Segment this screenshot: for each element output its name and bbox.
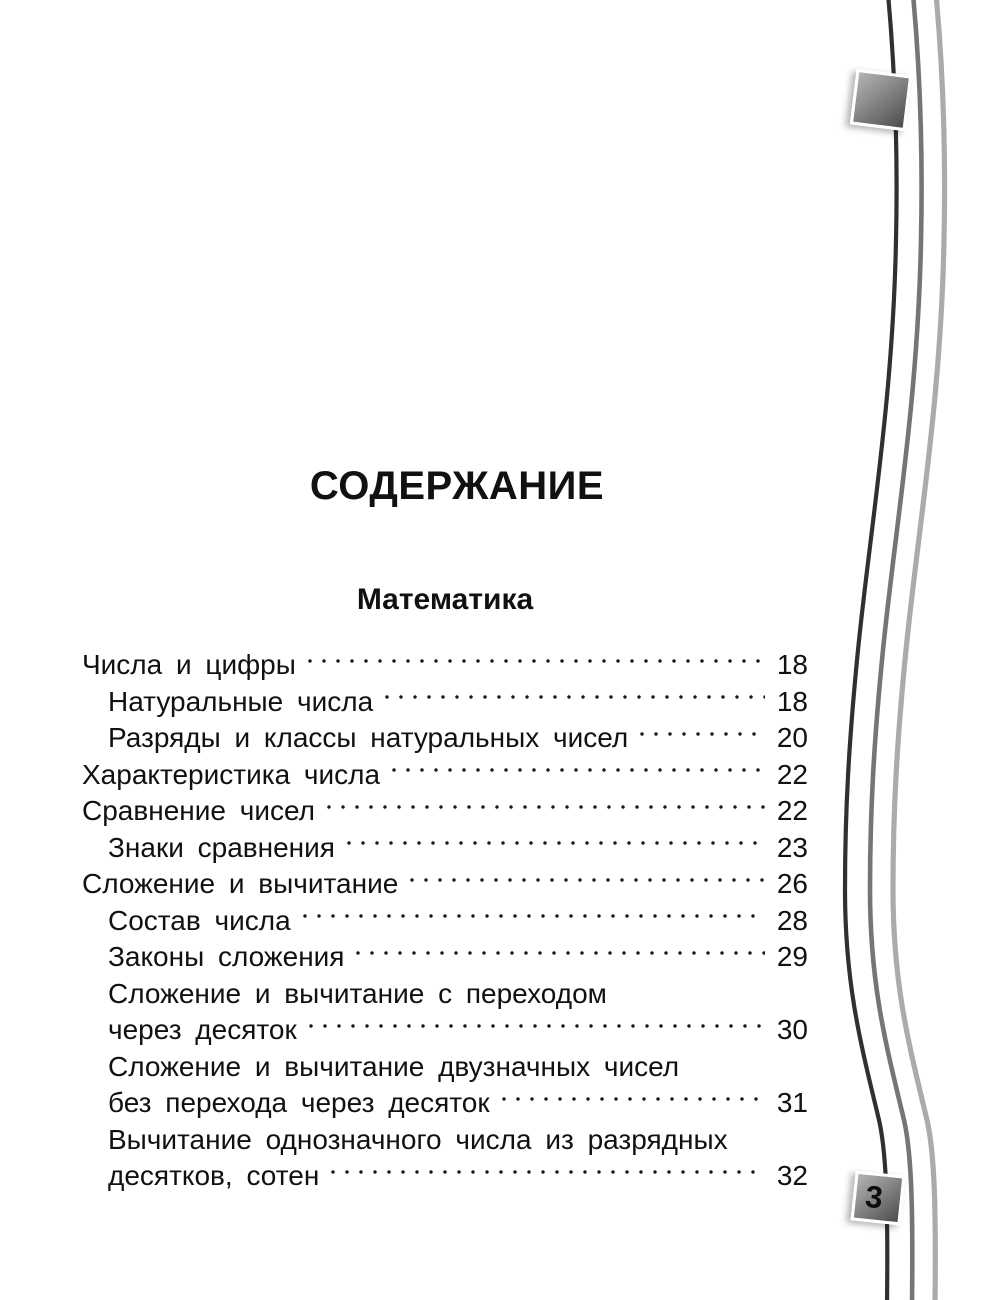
- toc-entry-label: Вычитание однозначного числа из разрядных: [108, 1123, 728, 1155]
- toc-entry-label: без перехода через десяток: [108, 1087, 490, 1118]
- toc-row: [82, 903, 808, 940]
- toc-entry-label: через десяток: [108, 1014, 297, 1045]
- dot-leader: [302, 1012, 765, 1049]
- toc-entry-label: десятков, сотен: [108, 1160, 320, 1191]
- toc-row-continued: [82, 976, 808, 1013]
- toc-page-number: 26: [776, 868, 808, 899]
- toc-page-number: 20: [776, 722, 808, 753]
- toc-page-number: 23: [776, 831, 808, 863]
- toc-entry-label: Сложение и вычитание с переходом: [108, 977, 607, 1009]
- toc-entry-label: Сравнение чисел: [82, 795, 315, 826]
- toc-page-number: 22: [776, 758, 808, 790]
- toc-page: [82, 0, 808, 1300]
- toc-entry-label: Состав числа: [108, 904, 291, 936]
- toc-page-number: 28: [776, 904, 808, 936]
- toc-row-continued: [82, 1122, 808, 1159]
- toc-row: [82, 1158, 808, 1195]
- toc-row: [82, 684, 808, 721]
- toc-page-number: 32: [776, 1160, 808, 1191]
- dot-leader: [340, 830, 765, 867]
- toc-row: [82, 866, 808, 903]
- dot-leader: [495, 1085, 765, 1122]
- dot-leader: [378, 684, 765, 721]
- dot-leader: [324, 1158, 765, 1195]
- dot-leader: [296, 903, 765, 940]
- toc-page-number: 22: [776, 795, 808, 826]
- decorative-square: [850, 69, 912, 131]
- toc-page-number: 31: [776, 1087, 808, 1118]
- dot-leader: [301, 647, 765, 684]
- toc-row: [82, 1085, 808, 1122]
- toc-entry-label: Сложение и вычитание: [82, 868, 399, 899]
- table-of-contents: [82, 647, 808, 1195]
- toc-row-continued: [82, 1049, 808, 1086]
- toc-entry-label: Числа и цифры: [82, 649, 296, 680]
- wave-line-dark: [845, 0, 897, 1300]
- page-title: СОДЕРЖАНИЕ: [309, 464, 605, 508]
- toc-row: [82, 1012, 808, 1049]
- toc-entry-label: Характеристика числа: [82, 758, 381, 790]
- toc-entry-label: Разряды и классы натуральных чисел: [108, 722, 629, 753]
- page-number: 3: [863, 1178, 885, 1216]
- toc-row: [82, 830, 808, 867]
- dot-leader: [385, 757, 765, 794]
- toc-page-number: 29: [776, 941, 808, 972]
- dot-leader: [403, 866, 765, 903]
- toc-row: [82, 757, 808, 794]
- toc-row: [82, 647, 808, 684]
- toc-page-number: 18: [776, 649, 808, 680]
- toc-row: [82, 939, 808, 976]
- toc-page-number: 30: [776, 1014, 808, 1045]
- section-title: Математика: [356, 583, 534, 616]
- toc-entry-label: Знаки сравнения: [108, 831, 335, 863]
- toc-entry-label: Сложение и вычитание двузначных чисел: [108, 1050, 680, 1082]
- page-number-badge: [851, 1171, 906, 1226]
- toc-entry-label: Законы сложения: [108, 941, 345, 972]
- toc-page-number: 18: [776, 685, 808, 717]
- dot-leader: [349, 939, 765, 976]
- toc-row: [82, 720, 808, 757]
- toc-row: [82, 793, 808, 830]
- dot-leader: [633, 720, 765, 757]
- dot-leader: [320, 793, 765, 830]
- toc-entry-label: Натуральные числа: [108, 685, 374, 717]
